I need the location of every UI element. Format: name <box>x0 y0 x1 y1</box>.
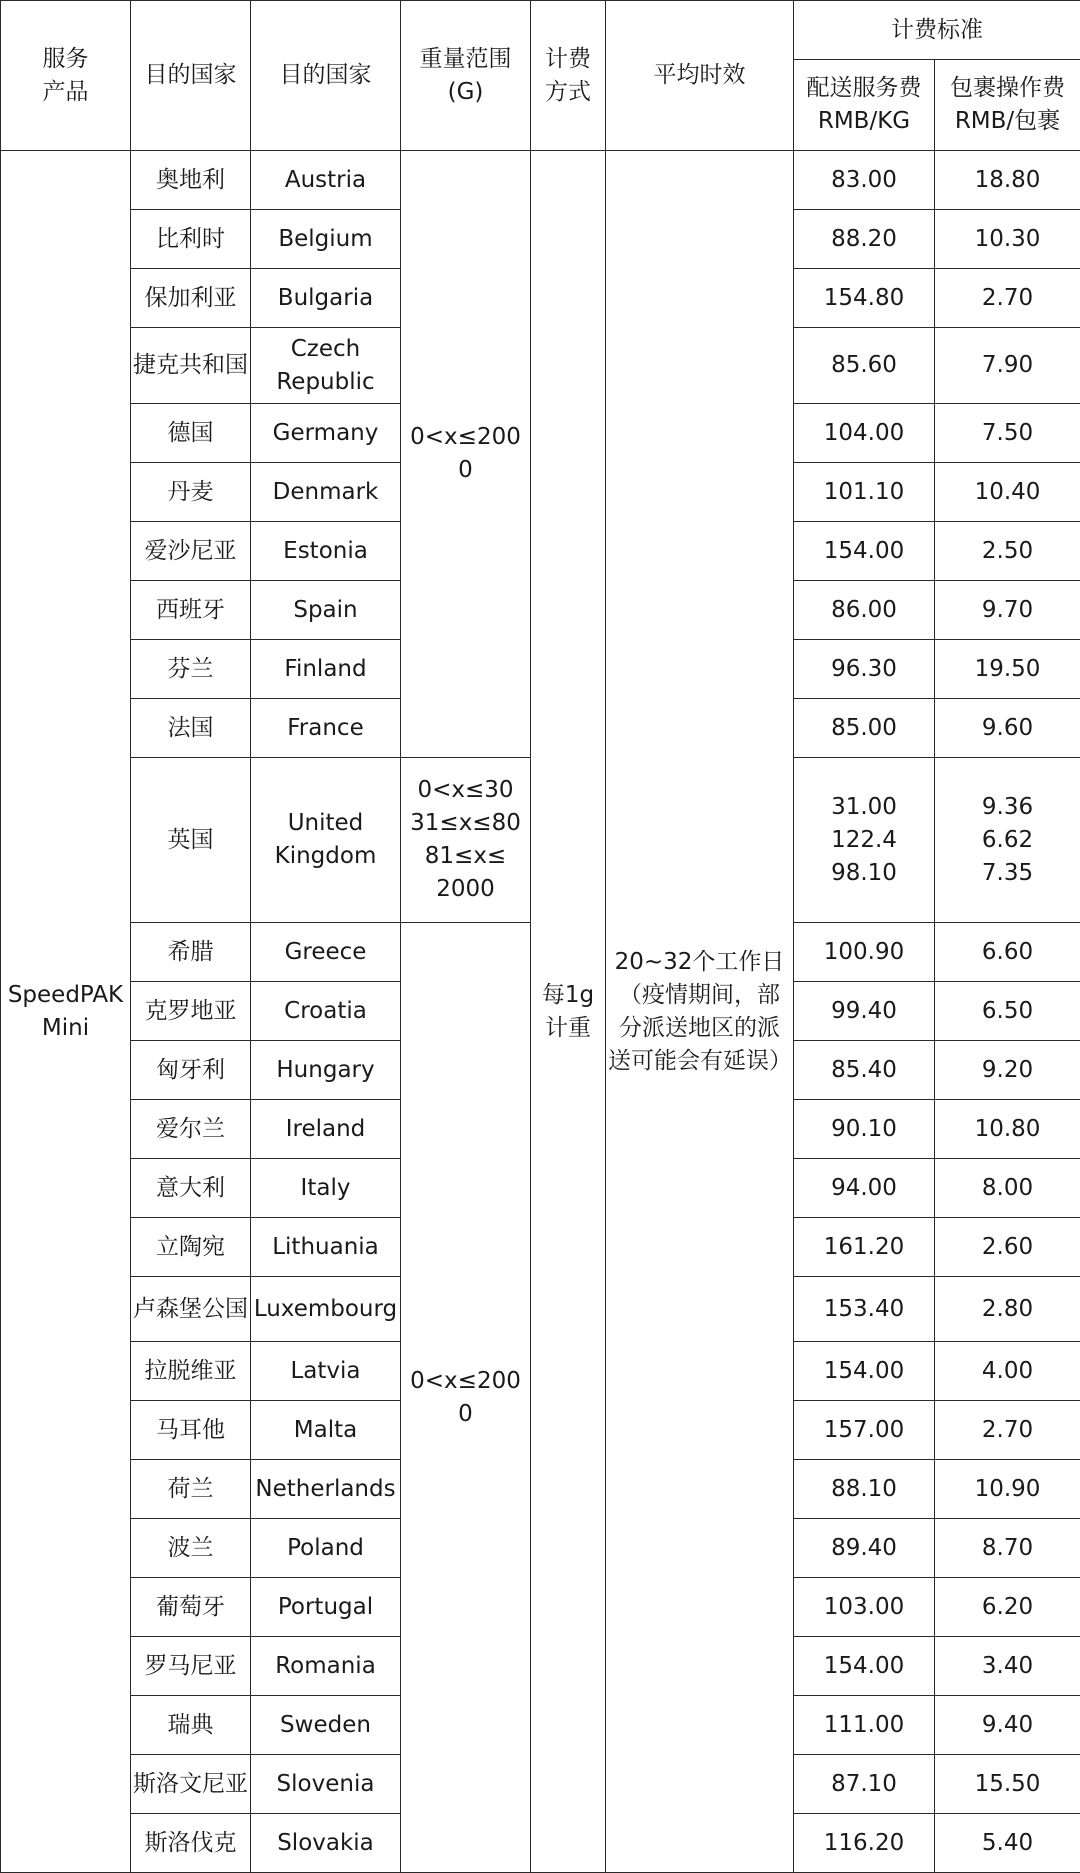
weight-range-group1: 0<x≤2000 <box>401 151 531 758</box>
header-handling-fee: 包裹操作费 RMB/包裹 <box>935 60 1080 151</box>
delivery-fee: 88.20 <box>794 210 935 269</box>
billing-method: 每1g 计重 <box>531 151 606 1873</box>
country-cn: 拉脱维亚 <box>131 1342 251 1401</box>
header-dest-cn: 目的国家 <box>131 1 251 151</box>
delivery-fee: 85.60 <box>794 328 935 404</box>
country-en: Czech Republic <box>251 328 401 404</box>
delivery-fee: 116.20 <box>794 1814 935 1873</box>
header-delivery-fee: 配送服务费 RMB/KG <box>794 60 935 151</box>
country-en: France <box>251 699 401 758</box>
handling-fee: 7.90 <box>935 328 1080 404</box>
country-cn: 克罗地亚 <box>131 982 251 1041</box>
handling-fee: 6.20 <box>935 1578 1080 1637</box>
country-en: Poland <box>251 1519 401 1578</box>
delivery-fee: 111.00 <box>794 1696 935 1755</box>
country-cn: 荷兰 <box>131 1460 251 1519</box>
handling-fee: 18.80 <box>935 151 1080 210</box>
handling-fee: 9.20 <box>935 1041 1080 1100</box>
country-cn: 芬兰 <box>131 640 251 699</box>
handling-fee: 9.36 6.62 7.35 <box>935 758 1080 923</box>
country-cn: 西班牙 <box>131 581 251 640</box>
country-cn: 匈牙利 <box>131 1041 251 1100</box>
handling-fee: 7.50 <box>935 404 1080 463</box>
delivery-fee: 104.00 <box>794 404 935 463</box>
handling-fee: 2.80 <box>935 1277 1080 1342</box>
delivery-fee: 157.00 <box>794 1401 935 1460</box>
header-row <box>1 1 1080 60</box>
country-en: Slovenia <box>251 1755 401 1814</box>
country-cn: 立陶宛 <box>131 1218 251 1277</box>
country-en: Malta <box>251 1401 401 1460</box>
country-en: Lithuania <box>251 1218 401 1277</box>
handling-fee: 15.50 <box>935 1755 1080 1814</box>
country-en: Estonia <box>251 522 401 581</box>
country-cn: 比利时 <box>131 210 251 269</box>
handling-fee: 2.50 <box>935 522 1080 581</box>
country-cn: 希腊 <box>131 923 251 982</box>
country-en: Belgium <box>251 210 401 269</box>
handling-fee: 3.40 <box>935 1637 1080 1696</box>
delivery-fee: 153.40 <box>794 1277 935 1342</box>
country-en: Denmark <box>251 463 401 522</box>
country-cn: 捷克共和国 <box>131 328 251 404</box>
delivery-fee: 99.40 <box>794 982 935 1041</box>
country-cn: 英国 <box>131 758 251 923</box>
delivery-fee: 96.30 <box>794 640 935 699</box>
country-en: Netherlands <box>251 1460 401 1519</box>
country-cn: 马耳他 <box>131 1401 251 1460</box>
country-cn: 葡萄牙 <box>131 1578 251 1637</box>
handling-fee: 2.70 <box>935 269 1080 328</box>
handling-fee: 8.70 <box>935 1519 1080 1578</box>
delivery-fee: 100.90 <box>794 923 935 982</box>
weight-range-uk: 0<x≤30 31≤x≤80 81≤x≤ 2000 <box>401 758 531 923</box>
country-cn: 斯洛伐克 <box>131 1814 251 1873</box>
table-row <box>1 151 1080 210</box>
handling-fee: 6.60 <box>935 923 1080 982</box>
delivery-fee: 161.20 <box>794 1218 935 1277</box>
country-cn: 罗马尼亚 <box>131 1637 251 1696</box>
country-en: Portugal <box>251 1578 401 1637</box>
handling-fee: 10.80 <box>935 1100 1080 1159</box>
country-cn: 保加利亚 <box>131 269 251 328</box>
delivery-fee: 94.00 <box>794 1159 935 1218</box>
delivery-fee: 103.00 <box>794 1578 935 1637</box>
delivery-fee: 87.10 <box>794 1755 935 1814</box>
country-en: Finland <box>251 640 401 699</box>
country-en: Austria <box>251 151 401 210</box>
country-cn: 瑞典 <box>131 1696 251 1755</box>
header-dest-en: 目的国家 <box>251 1 401 151</box>
delivery-fee: 31.00 122.4 98.10 <box>794 758 935 923</box>
country-en: Ireland <box>251 1100 401 1159</box>
delivery-time: 20~32个工作日 （疫情期间，部分派送地区的派送可能会有延误） <box>606 151 794 1873</box>
delivery-fee: 154.00 <box>794 1342 935 1401</box>
country-en: Germany <box>251 404 401 463</box>
country-cn: 奥地利 <box>131 151 251 210</box>
header-method: 计费 方式 <box>531 1 606 151</box>
country-cn: 意大利 <box>131 1159 251 1218</box>
delivery-fee: 154.00 <box>794 1637 935 1696</box>
country-en: Sweden <box>251 1696 401 1755</box>
handling-fee: 4.00 <box>935 1342 1080 1401</box>
delivery-fee: 88.10 <box>794 1460 935 1519</box>
header-pricing: 计费标准 <box>794 1 1080 60</box>
header-weight: 重量范围 (G) <box>401 1 531 151</box>
handling-fee: 9.70 <box>935 581 1080 640</box>
delivery-fee: 101.10 <box>794 463 935 522</box>
delivery-fee: 86.00 <box>794 581 935 640</box>
handling-fee: 5.40 <box>935 1814 1080 1873</box>
country-en: Greece <box>251 923 401 982</box>
country-en: Spain <box>251 581 401 640</box>
country-cn: 爱沙尼亚 <box>131 522 251 581</box>
delivery-fee: 85.00 <box>794 699 935 758</box>
country-cn: 斯洛文尼亚 <box>131 1755 251 1814</box>
handling-fee: 9.60 <box>935 699 1080 758</box>
handling-fee: 2.60 <box>935 1218 1080 1277</box>
delivery-fee: 154.80 <box>794 269 935 328</box>
country-cn: 波兰 <box>131 1519 251 1578</box>
delivery-fee: 90.10 <box>794 1100 935 1159</box>
country-cn: 卢森堡公国 <box>131 1277 251 1342</box>
handling-fee: 10.30 <box>935 210 1080 269</box>
handling-fee: 10.40 <box>935 463 1080 522</box>
country-cn: 德国 <box>131 404 251 463</box>
delivery-fee: 89.40 <box>794 1519 935 1578</box>
country-en: Italy <box>251 1159 401 1218</box>
header-product: 服务 产品 <box>1 1 131 151</box>
handling-fee: 6.50 <box>935 982 1080 1041</box>
handling-fee: 8.00 <box>935 1159 1080 1218</box>
handling-fee: 9.40 <box>935 1696 1080 1755</box>
handling-fee: 19.50 <box>935 640 1080 699</box>
country-en: Croatia <box>251 982 401 1041</box>
country-en: Slovakia <box>251 1814 401 1873</box>
country-en: Bulgaria <box>251 269 401 328</box>
country-en: Hungary <box>251 1041 401 1100</box>
country-en: United Kingdom <box>251 758 401 923</box>
country-cn: 爱尔兰 <box>131 1100 251 1159</box>
country-en: Luxembourg <box>251 1277 401 1342</box>
weight-range-group2: 0<x≤2000 <box>401 923 531 1873</box>
handling-fee: 10.90 <box>935 1460 1080 1519</box>
handling-fee: 2.70 <box>935 1401 1080 1460</box>
delivery-fee: 83.00 <box>794 151 935 210</box>
country-en: Latvia <box>251 1342 401 1401</box>
country-en: Romania <box>251 1637 401 1696</box>
country-cn: 法国 <box>131 699 251 758</box>
delivery-fee: 85.40 <box>794 1041 935 1100</box>
delivery-fee: 154.00 <box>794 522 935 581</box>
header-time: 平均时效 <box>606 1 794 151</box>
country-cn: 丹麦 <box>131 463 251 522</box>
product-name: SpeedPAK Mini <box>1 151 131 1873</box>
